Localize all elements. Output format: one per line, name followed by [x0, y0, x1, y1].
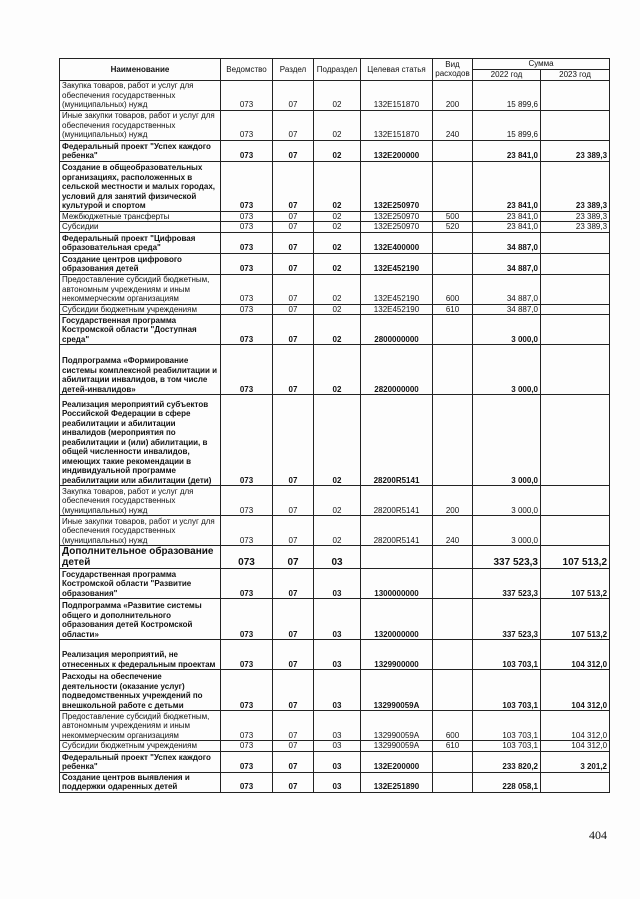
header-ved: Ведомство	[221, 59, 273, 81]
row-expense-type	[433, 395, 473, 486]
row-sum-2022: 3 000,0	[473, 395, 541, 486]
row-sum-2023: 23 389,3	[541, 161, 610, 211]
row-razdel: 07	[273, 211, 314, 222]
table-body	[60, 80, 610, 792]
row-ved: 073	[221, 80, 273, 110]
row-expense-type	[433, 345, 473, 395]
budget-table	[59, 58, 610, 793]
row-name: Создание центров цифрового образования детей	[60, 253, 221, 274]
row-podrazdel: 03	[314, 751, 361, 772]
header-podrazdel: Подраздел	[314, 59, 361, 81]
row-target-article: 132E151870	[361, 110, 433, 140]
row-name: Создание центров выявления и поддержки одаренных детей	[60, 772, 221, 792]
row-podrazdel: 02	[314, 304, 361, 315]
row-name: Реализация мероприятий субъектов Российской Федерации в сфере реабилитации и абилитации инвалидов (мероприятия по реабилитации и (или) абилитации, в общей численности инвалидов, имеющих такие рекомендации в индивидуальной программе реабилитации или абилитации (дети)	[60, 395, 221, 486]
row-ved: 073	[221, 140, 273, 161]
row-podrazdel: 02	[314, 140, 361, 161]
row-sum-2023: 104 312,0	[541, 711, 610, 741]
row-razdel: 07	[273, 670, 314, 711]
row-sum-2023: 107 513,2	[541, 569, 610, 599]
row-target-article: 132E452190	[361, 274, 433, 304]
row-sum-2023	[541, 315, 610, 345]
row-podrazdel: 03	[314, 741, 361, 752]
row-expense-type: 500	[433, 211, 473, 222]
row-razdel: 07	[273, 741, 314, 752]
table-row	[60, 232, 610, 253]
row-name: Иные закупки товаров, работ и услуг для обеспечения государственных (муниципальных) нужд	[60, 516, 221, 546]
row-podrazdel: 02	[314, 110, 361, 140]
row-target-article: 132E251890	[361, 772, 433, 792]
row-sum-2022: 23 841,0	[473, 211, 541, 222]
table-row	[60, 304, 610, 315]
table-row	[60, 395, 610, 486]
row-sum-2022: 15 899,6	[473, 80, 541, 110]
header-2022: 2022 год	[473, 70, 541, 81]
row-ved: 073	[221, 546, 273, 569]
row-podrazdel: 03	[314, 670, 361, 711]
row-sum-2023	[541, 304, 610, 315]
row-name: Субсидии бюджетным учреждениям	[60, 741, 221, 752]
row-razdel: 07	[273, 345, 314, 395]
row-expense-type: 610	[433, 304, 473, 315]
table-row	[60, 274, 610, 304]
row-target-article: 2820000000	[361, 345, 433, 395]
row-sum-2023: 23 389,3	[541, 222, 610, 233]
row-podrazdel: 03	[314, 569, 361, 599]
row-sum-2023: 107 513,2	[541, 546, 610, 569]
row-ved: 073	[221, 486, 273, 516]
row-target-article	[361, 546, 433, 569]
row-razdel: 07	[273, 772, 314, 792]
table-row	[60, 211, 610, 222]
row-expense-type	[433, 546, 473, 569]
row-expense-type	[433, 599, 473, 640]
row-razdel: 07	[273, 140, 314, 161]
row-name: Государственная программа Костромской области "Развитие образования"	[60, 569, 221, 599]
row-razdel: 07	[273, 640, 314, 670]
row-sum-2022: 3 000,0	[473, 486, 541, 516]
table-row	[60, 315, 610, 345]
row-name: Федеральный проект "Успех каждого ребенка"	[60, 751, 221, 772]
row-sum-2022: 103 703,1	[473, 741, 541, 752]
row-sum-2023	[541, 232, 610, 253]
row-ved: 073	[221, 110, 273, 140]
row-expense-type	[433, 253, 473, 274]
header-2023: 2023 год	[541, 70, 610, 81]
row-ved: 073	[221, 741, 273, 752]
table-row	[60, 599, 610, 640]
header-tselevaya: Целевая статья	[361, 59, 433, 81]
row-sum-2023: 107 513,2	[541, 599, 610, 640]
row-razdel: 07	[273, 253, 314, 274]
table-header	[60, 59, 610, 81]
row-podrazdel: 03	[314, 599, 361, 640]
row-name: Межбюджетные трансферты	[60, 211, 221, 222]
row-target-article: 28200R5141	[361, 516, 433, 546]
row-target-article: 132E200000	[361, 140, 433, 161]
row-sum-2022: 23 841,0	[473, 161, 541, 211]
row-expense-type	[433, 569, 473, 599]
table-row	[60, 516, 610, 546]
row-expense-type: 200	[433, 80, 473, 110]
row-ved: 073	[221, 304, 273, 315]
row-expense-type: 610	[433, 741, 473, 752]
row-podrazdel: 02	[314, 253, 361, 274]
row-sum-2023	[541, 274, 610, 304]
row-ved: 073	[221, 211, 273, 222]
row-razdel: 07	[273, 711, 314, 741]
row-podrazdel: 02	[314, 395, 361, 486]
row-target-article: 132E452190	[361, 253, 433, 274]
table-row	[60, 772, 610, 792]
row-sum-2023: 104 312,0	[541, 741, 610, 752]
row-podrazdel: 02	[314, 516, 361, 546]
row-razdel: 07	[273, 599, 314, 640]
row-ved: 073	[221, 772, 273, 792]
row-sum-2022: 337 523,3	[473, 546, 541, 569]
row-expense-type	[433, 315, 473, 345]
row-razdel: 07	[273, 274, 314, 304]
row-sum-2022: 103 703,1	[473, 640, 541, 670]
row-ved: 073	[221, 395, 273, 486]
row-sum-2022: 23 841,0	[473, 222, 541, 233]
row-ved: 073	[221, 516, 273, 546]
row-target-article: 132990059А	[361, 711, 433, 741]
row-podrazdel: 02	[314, 274, 361, 304]
row-razdel: 07	[273, 486, 314, 516]
row-target-article: 132990059А	[361, 670, 433, 711]
row-ved: 073	[221, 599, 273, 640]
row-ved: 073	[221, 232, 273, 253]
row-sum-2023: 23 389,3	[541, 140, 610, 161]
table-row	[60, 546, 610, 569]
row-name: Иные закупки товаров, работ и услуг для обеспечения государственных (муниципальных) нужд	[60, 110, 221, 140]
row-sum-2022: 3 000,0	[473, 315, 541, 345]
row-target-article: 1329900000	[361, 640, 433, 670]
row-ved: 073	[221, 711, 273, 741]
row-expense-type	[433, 140, 473, 161]
row-ved: 073	[221, 345, 273, 395]
row-podrazdel: 03	[314, 546, 361, 569]
row-name: Субсидии бюджетным учреждениям	[60, 304, 221, 315]
row-target-article: 132E250970	[361, 211, 433, 222]
row-podrazdel: 02	[314, 80, 361, 110]
row-ved: 073	[221, 274, 273, 304]
row-name: Дополнительное образование детей	[60, 546, 221, 569]
row-name: Федеральный проект "Цифровая образовательная среда"	[60, 232, 221, 253]
row-ved: 073	[221, 222, 273, 233]
row-sum-2022: 34 887,0	[473, 274, 541, 304]
row-sum-2022: 233 820,2	[473, 751, 541, 772]
row-razdel: 07	[273, 110, 314, 140]
table-row	[60, 751, 610, 772]
row-sum-2022: 228 058,1	[473, 772, 541, 792]
row-sum-2022: 3 000,0	[473, 516, 541, 546]
row-razdel: 07	[273, 569, 314, 599]
row-podrazdel: 03	[314, 640, 361, 670]
row-podrazdel: 02	[314, 486, 361, 516]
table-row	[60, 711, 610, 741]
row-expense-type: 600	[433, 274, 473, 304]
row-name: Закупка товаров, работ и услуг для обеспечения государственных (муниципальных) нужд	[60, 486, 221, 516]
row-sum-2022: 34 887,0	[473, 253, 541, 274]
header-razdel: Раздел	[273, 59, 314, 81]
header-name: Наименование	[60, 59, 221, 81]
row-target-article: 132E151870	[361, 80, 433, 110]
row-sum-2022: 103 703,1	[473, 711, 541, 741]
row-target-article: 1320000000	[361, 599, 433, 640]
row-sum-2022: 15 899,6	[473, 110, 541, 140]
row-target-article: 132E250970	[361, 222, 433, 233]
row-razdel: 07	[273, 395, 314, 486]
row-ved: 073	[221, 315, 273, 345]
row-target-article: 132E200000	[361, 751, 433, 772]
row-name: Создание в общеобразовательных организациях, расположенных в сельской местности и малых городах, условий для занятий физической культурой и спортом	[60, 161, 221, 211]
row-razdel: 07	[273, 315, 314, 345]
row-expense-type	[433, 772, 473, 792]
row-target-article: 28200R5141	[361, 395, 433, 486]
row-target-article: 2800000000	[361, 315, 433, 345]
row-podrazdel: 02	[314, 345, 361, 395]
row-sum-2023	[541, 80, 610, 110]
table-row	[60, 140, 610, 161]
row-sum-2023: 23 389,3	[541, 211, 610, 222]
row-podrazdel: 02	[314, 211, 361, 222]
row-expense-type	[433, 232, 473, 253]
row-sum-2023: 104 312,0	[541, 670, 610, 711]
row-sum-2023	[541, 395, 610, 486]
row-podrazdel: 03	[314, 711, 361, 741]
table-row	[60, 222, 610, 233]
row-name: Подпрограмма «Формирование системы комплексной реабилитации и абилитации инвалидов, в том числе детей-инвалидов»	[60, 345, 221, 395]
row-razdel: 07	[273, 232, 314, 253]
row-name: Закупка товаров, работ и услуг для обеспечения государственных (муниципальных) нужд	[60, 80, 221, 110]
row-podrazdel: 02	[314, 232, 361, 253]
row-sum-2023	[541, 110, 610, 140]
row-razdel: 07	[273, 516, 314, 546]
row-razdel: 07	[273, 546, 314, 569]
page-number: 404	[589, 828, 607, 842]
row-sum-2022: 34 887,0	[473, 304, 541, 315]
row-sum-2022: 3 000,0	[473, 345, 541, 395]
row-sum-2022: 34 887,0	[473, 232, 541, 253]
table-row	[60, 80, 610, 110]
row-target-article: 132E400000	[361, 232, 433, 253]
row-target-article: 132990059А	[361, 741, 433, 752]
table-row	[60, 486, 610, 516]
row-sum-2023: 3 201,2	[541, 751, 610, 772]
row-ved: 073	[221, 161, 273, 211]
row-target-article: 132E250970	[361, 161, 433, 211]
row-sum-2023	[541, 516, 610, 546]
row-sum-2023: 104 312,0	[541, 640, 610, 670]
row-ved: 073	[221, 670, 273, 711]
header-vid: Вид расходов	[433, 59, 473, 81]
table-row	[60, 640, 610, 670]
table-row	[60, 253, 610, 274]
row-sum-2023	[541, 253, 610, 274]
row-sum-2022: 103 703,1	[473, 670, 541, 711]
row-name: Расходы на обеспечение деятельности (оказание услуг) подведомственных учреждений по внешкольной работе с детьми	[60, 670, 221, 711]
row-expense-type: 240	[433, 516, 473, 546]
row-sum-2023	[541, 772, 610, 792]
row-sum-2022: 23 841,0	[473, 140, 541, 161]
row-expense-type	[433, 640, 473, 670]
row-ved: 073	[221, 640, 273, 670]
table-row	[60, 670, 610, 711]
row-sum-2023	[541, 486, 610, 516]
table-row	[60, 345, 610, 395]
row-expense-type: 240	[433, 110, 473, 140]
row-name: Предоставление субсидий бюджетным, автономным учреждениям и иным некоммерческим организациям	[60, 274, 221, 304]
table-row	[60, 161, 610, 211]
row-expense-type: 520	[433, 222, 473, 233]
row-ved: 073	[221, 569, 273, 599]
row-expense-type	[433, 670, 473, 711]
header-summa: Сумма	[473, 59, 610, 70]
row-razdel: 07	[273, 751, 314, 772]
row-target-article: 1300000000	[361, 569, 433, 599]
row-name: Государственная программа Костромской области "Доступная среда"	[60, 315, 221, 345]
row-target-article: 28200R5141	[361, 486, 433, 516]
row-podrazdel: 03	[314, 772, 361, 792]
row-razdel: 07	[273, 222, 314, 233]
row-ved: 073	[221, 751, 273, 772]
row-name: Предоставление субсидий бюджетным, автономным учреждениям и иным некоммерческим организациям	[60, 711, 221, 741]
row-expense-type: 200	[433, 486, 473, 516]
row-podrazdel: 02	[314, 161, 361, 211]
row-podrazdel: 02	[314, 222, 361, 233]
row-name: Реализация мероприятий, не отнесенных к федеральным проектам	[60, 640, 221, 670]
table-row	[60, 110, 610, 140]
row-razdel: 07	[273, 161, 314, 211]
row-name: Подпрограмма «Развитие системы общего и дополнительного образования детей Костромской области»	[60, 599, 221, 640]
row-name: Субсидии	[60, 222, 221, 233]
table-row	[60, 741, 610, 752]
row-podrazdel: 02	[314, 315, 361, 345]
row-ved: 073	[221, 253, 273, 274]
row-razdel: 07	[273, 304, 314, 315]
row-name: Федеральный проект "Успех каждого ребенка"	[60, 140, 221, 161]
row-expense-type	[433, 751, 473, 772]
row-expense-type: 600	[433, 711, 473, 741]
row-target-article: 132E452190	[361, 304, 433, 315]
row-sum-2023	[541, 345, 610, 395]
row-sum-2022: 337 523,3	[473, 599, 541, 640]
row-sum-2022: 337 523,3	[473, 569, 541, 599]
row-expense-type	[433, 161, 473, 211]
row-razdel: 07	[273, 80, 314, 110]
table-row	[60, 569, 610, 599]
